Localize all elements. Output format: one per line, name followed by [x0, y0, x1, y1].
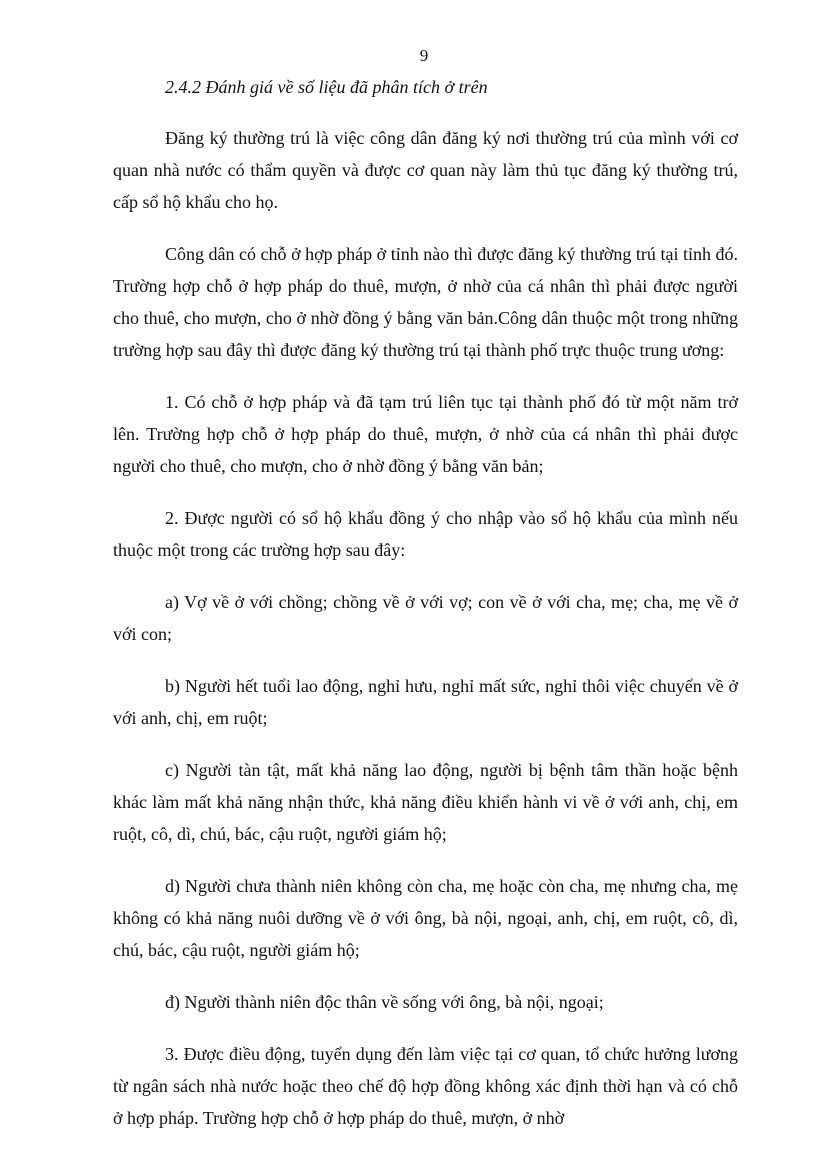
paragraph-item-2d: d) Người chưa thành niên không còn cha, mẹ hoặc còn cha, mẹ nhưng cha, mẹ không có khả năng nuôi dưỡng về ở với ông, bà nội, ngoại, anh, chị, em ruột, cô, dì, chú, bác, cậu ruột, người giám hộ; — [113, 876, 738, 960]
page-number: 9 — [419, 46, 429, 65]
paragraph-item-2dd: đ) Người thành niên độc thân về sống với ông, bà nội, ngoại; — [165, 992, 604, 1012]
paragraph-item-2b: b) Người hết tuổi lao động, nghỉ hưu, nghỉ mất sức, nghỉ thôi việc chuyển về ở với anh, chị, em ruột; — [113, 676, 738, 728]
paragraph-item-2c: c) Người tàn tật, mất khả năng lao động, người bị bệnh tâm thần hoặc bệnh khác làm mất khả năng nhận thức, khả năng điều khiển hành vi về ở với anh, chị, em ruột, cô, dì, chú, bác, cậu ruột, người giám hộ; — [113, 760, 738, 844]
paragraph-item-2a: a) Vợ về ở với chồng; chồng về ở với vợ; con về ở với cha, mẹ; cha, mẹ về ở với con; — [113, 592, 738, 644]
paragraph-item-2: 2. Được người có sổ hộ khẩu đồng ý cho nhập vào sổ hộ khẩu của mình nếu thuộc một trong các trường hợp sau đây: — [113, 508, 738, 560]
paragraph-definition: Đăng ký thường trú là việc công dân đăng ký nơi thường trú của mình với cơ quan nhà nước có thẩm quyền và được cơ quan này làm thủ tục đăng ký thường trú, cấp sổ hộ khẩu cho họ. — [113, 128, 738, 212]
section-heading: 2.4.2 Đánh giá về số liệu đã phân tích ở trên — [165, 77, 488, 97]
paragraph-conditions: Công dân có chỗ ở hợp pháp ở tỉnh nào thì được đăng ký thường trú tại tỉnh đó. Trường hợp chỗ ở hợp pháp do thuê, mượn, ở nhờ của cá nhân thì phải được người cho thuê, cho mượn, cho ở nhờ đồng ý bằng văn bản.Công dân thuộc một trong những trường hợp sau đây thì được đăng ký thường trú tại thành phố trực thuộc trung ương: — [113, 244, 738, 360]
document-body — [113, 72, 738, 1154]
paragraph-item-1: 1. Có chỗ ở hợp pháp và đã tạm trú liên tục tại thành phố đó từ một năm trở lên. Trường hợp chỗ ở hợp pháp do thuê, mượn, ở nhờ của cá nhân thì phải được người cho thuê, cho mượn, cho ở nhờ đồng ý bằng văn bản; — [113, 392, 738, 476]
paragraph-item-3: 3. Được điều động, tuyển dụng đến làm việc tại cơ quan, tổ chức hưởng lương từ ngân sách nhà nước hoặc theo chế độ hợp đồng không xác định thời hạn và có chỗ ở hợp pháp. Trường hợp chỗ ở hợp pháp do thuê, mượn, ở nhờ — [113, 1044, 738, 1128]
